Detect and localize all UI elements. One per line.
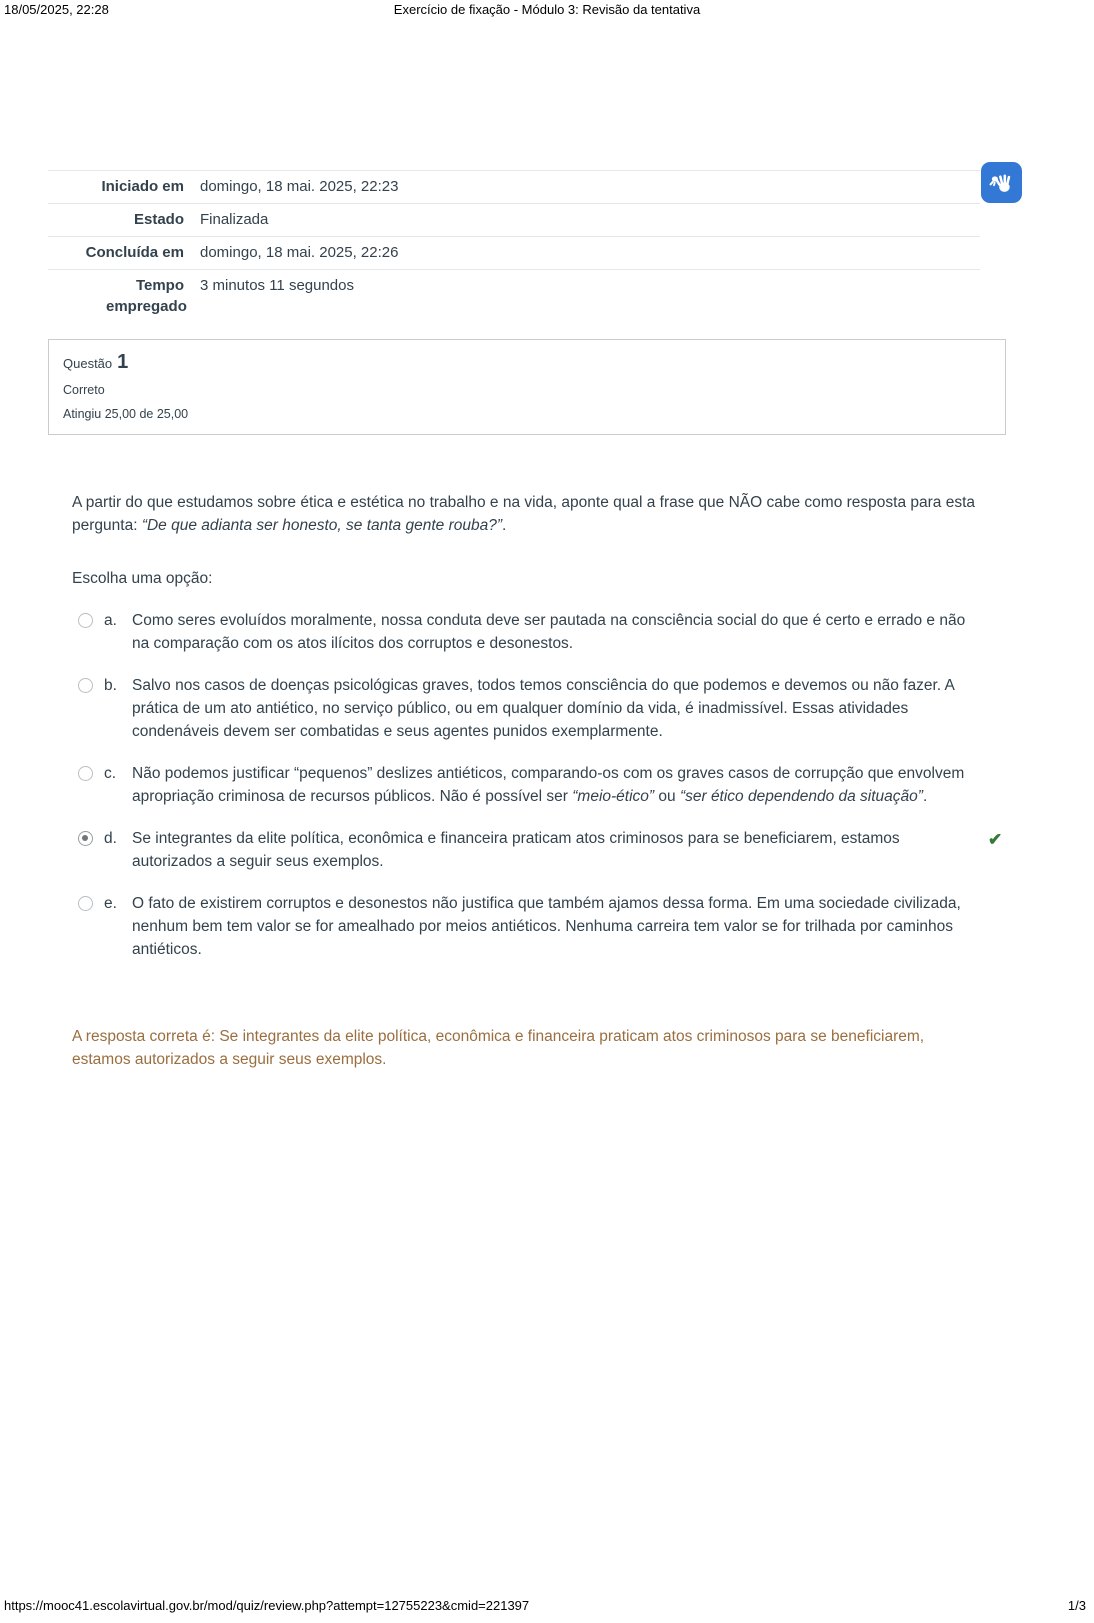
answer-feedback: A resposta correta é: Se integrantes da elite política, econômica e financeira praticam atos criminosos para se beneficiarem, estamos autorizados a seguir seus exemplos. <box>72 1028 925 1068</box>
question-text-main: A partir do que estudamos sobre ética e estética no trabalho e na vida, aponte qual a frase que NÃO cabe como resposta para esta pergunta: <box>72 494 976 534</box>
option-letter: b. <box>104 677 117 694</box>
summary-value: domingo, 18 mai. 2025, 22:23 <box>200 178 399 195</box>
summary-label: Iniciado em <box>101 178 184 195</box>
summary-label: Estado <box>133 211 184 228</box>
table-row <box>48 236 980 269</box>
question-body <box>72 491 1003 1071</box>
option-letter: e. <box>104 895 117 912</box>
option-letter: a. <box>104 612 117 629</box>
option-c-radio[interactable] <box>78 766 93 781</box>
table-row <box>48 170 980 203</box>
quiz-review-content <box>48 170 1006 1071</box>
summary-label: Tempo empregado <box>106 277 187 315</box>
option-text: O fato de existirem corruptos e desonestos não justifica que também ajamos dessa forma. Em uma sociedade civilizada, nenhum bem tem valor se for amealhado por meios antiéticos. Nenhuma carreira tem valor se for trilhada por caminhos antiéticos. <box>132 895 961 958</box>
option-c-text-mid: ou <box>654 788 680 805</box>
summary-value: 3 minutos 11 segundos <box>200 277 354 294</box>
footer-url: https://mooc41.escolavirtual.gov.br/mod/quiz/review.php?attempt=12755223&cmid=221397 <box>4 1598 530 1613</box>
question-label: Questão <box>63 356 113 371</box>
table-row <box>48 203 980 236</box>
option-text: Se integrantes da elite política, econômica e financeira praticam atos criminosos para se beneficiarem, estamos autorizados a seguir seus exemplos. <box>132 830 900 870</box>
option-text: Salvo nos casos de doenças psicológicas graves, todos temos consciência do que podemos e devemos ou não fazer. A prática de um ato antiético, no serviço público, ou em qualquer domínio da vida, é inadmissível. Essas atividades condenáveis devem ser combatidas e seus agentes punidos exemplarmente. <box>132 677 955 740</box>
option-row-b <box>72 674 977 743</box>
option-d-radio[interactable] <box>78 831 93 846</box>
option-b-radio[interactable] <box>78 678 93 693</box>
option-row-a <box>72 609 977 655</box>
correct-check-icon: ✔ <box>988 830 1003 849</box>
option-c-text-end: . <box>922 788 928 805</box>
summary-label: Concluída em <box>85 244 184 261</box>
table-row <box>48 269 980 323</box>
print-header <box>0 2 1094 22</box>
print-title: Exercício de fixação - Módulo 3: Revisão da tentativa <box>393 2 701 17</box>
option-letter: d. <box>104 830 117 847</box>
summary-value: Finalizada <box>200 211 269 228</box>
option-c-text-pre: Não podemos justificar “pequenos” deslizes antiéticos, comparando-os com os graves casos de corrupção que envolvem apropriação criminosa de recursos públicos. Não é possível ser <box>132 765 965 805</box>
question-number-line <box>63 351 991 374</box>
option-e-radio[interactable] <box>78 896 93 911</box>
question-text-end: . <box>502 517 507 534</box>
summary-value: domingo, 18 mai. 2025, 22:26 <box>200 244 399 261</box>
footer-page-number: 1/3 <box>1067 1598 1086 1613</box>
option-letter: c. <box>104 765 117 782</box>
option-c-italic-1: “meio-ético” <box>572 788 655 805</box>
option-row-c <box>72 762 977 808</box>
option-a-radio[interactable] <box>78 613 93 628</box>
options-list <box>72 609 1003 961</box>
option-text <box>132 762 977 808</box>
attempt-summary-table <box>48 170 980 323</box>
question-text <box>72 491 977 537</box>
print-footer <box>0 1595 1094 1613</box>
question-grade: Atingiu 25,00 de 25,00 <box>63 407 189 421</box>
question-state-badge: Correto <box>63 383 105 397</box>
option-row-d <box>72 827 1003 873</box>
question-quote: “De que adianta ser honesto, se tanta gente rouba?” <box>141 517 503 534</box>
choose-option-prompt: Escolha uma opção: <box>72 570 213 587</box>
option-row-e <box>72 892 977 961</box>
option-text: Como seres evoluídos moralmente, nossa conduta deve ser pautada na consciência social do que é certo e errado e não na comparação com os atos ilícitos dos corruptos e desonestos. <box>132 612 966 652</box>
print-datetime: 18/05/2025, 22:28 <box>4 2 109 17</box>
option-c-italic-2: “ser ético dependendo da situação” <box>679 788 923 805</box>
question-info-box <box>48 339 1006 435</box>
question-number: 1 <box>117 351 129 373</box>
